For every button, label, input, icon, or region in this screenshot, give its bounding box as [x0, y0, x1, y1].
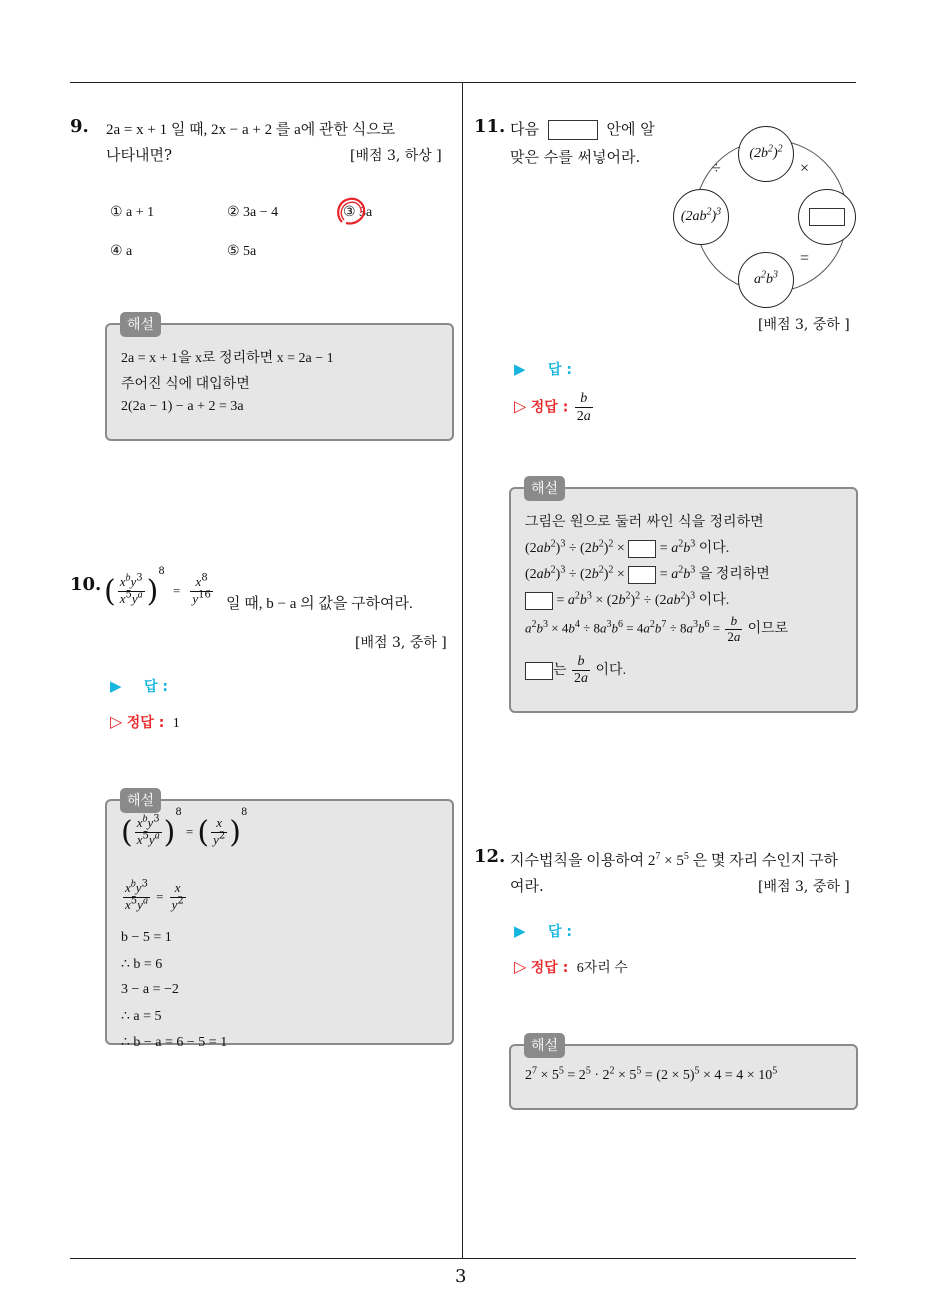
- q11-number: 11.: [474, 116, 506, 137]
- page-number: 3: [455, 1266, 467, 1287]
- q11-correct-value: $\frac{b}{2a}$: [576, 391, 591, 425]
- q11-text-line2: 맞은 수를 써넣어라.: [510, 148, 641, 166]
- answer-arrow-icon: ▶: [514, 360, 526, 378]
- q12-score: [배점 3, 중하 ]: [758, 879, 850, 895]
- q9-text-line2: 나타내면?: [106, 146, 173, 164]
- q10-explain-line3: 3 − a = −2: [121, 982, 179, 997]
- q10-explain-eq2: $\frac{x^by^3}{x^5y^a}$ = $\frac{x}{y^2}$: [125, 878, 184, 912]
- q11-explain-line3-suffix: 을 정리하면: [698, 567, 770, 582]
- column-divider: [462, 82, 463, 1258]
- answer-arrow-icon: ▶: [110, 677, 122, 695]
- q11-explain-line5: $a^2b^3 \times 4b^4 \div 8a^3b^6 = 4a^2b^7 \div 8a^3b^6$ = $\frac{b}{2a}$ 이므로: [525, 613, 789, 644]
- q10-answer-row: [110, 676, 168, 696]
- q10-number: 10.: [70, 574, 102, 595]
- q9-explain-line2: 주어진 식에 대입하면: [121, 377, 250, 392]
- q9-number: 9.: [70, 116, 89, 137]
- q10-explain-line2: ∴ b = 6: [121, 957, 163, 972]
- q11-op-equals: =: [800, 250, 810, 267]
- q12-text-line1: 지수법칙을 이용하여 $2^7 \times 5^5$ 은 몇 자리 수인지 구하: [510, 851, 839, 869]
- answer-arrow-icon: ▶: [514, 922, 526, 940]
- q9-option-5[interactable]: ⑤ 5a: [227, 244, 257, 259]
- q10-explain-line4: ∴ a = 5: [121, 1009, 162, 1024]
- correct-arrow-icon: ▷: [514, 957, 527, 976]
- selected-answer-mark-icon: [334, 196, 368, 228]
- q9-option-2[interactable]: ② 3a − 4: [227, 205, 279, 220]
- q11-explanation-tag: 해설: [524, 476, 565, 501]
- q9-option-3[interactable]: ③ 3a: [343, 205, 373, 220]
- q11-text-part2: 안에 알: [606, 120, 655, 138]
- q11-correct-row: [514, 390, 595, 425]
- q11-circle-right: [798, 189, 856, 245]
- q11-answer-label: 답 :: [548, 362, 572, 378]
- q10-correct-value: 1: [172, 716, 180, 731]
- q11-explain-line2: $(2ab^2)^3 \div (2b^2)^2$ × = $a^2b^3$ 이다.: [525, 538, 730, 556]
- q9-option-1[interactable]: ① a + 1: [110, 205, 155, 220]
- top-rule: [70, 82, 856, 83]
- q10-equation: ( $\frac{x^by^3}{x^5y^a}$ )$^8$ = $\frac{x^8}{y^{16}}$: [104, 565, 211, 609]
- q11-op-divide: ÷: [712, 160, 721, 177]
- q11-explanation-box: [509, 487, 858, 713]
- q12-answer-row: [514, 921, 572, 941]
- bottom-rule: [70, 1258, 856, 1259]
- correct-arrow-icon: ▷: [110, 712, 123, 731]
- q10-explain-eq1: ( $\frac{x^by^3}{x^5y^a}$ )$^8$ = ( $\frac{x}{y^2}$ )$^8$: [121, 806, 248, 850]
- q11-circle-top: $(2b^2)^2$: [738, 126, 794, 182]
- q11-answer-row: [514, 359, 572, 379]
- q12-correct-label: 정답 :: [530, 960, 569, 976]
- q9-option-4[interactable]: ④ a: [110, 244, 133, 259]
- q12-text-part2: 은 몇 자리 수인지 구하: [692, 853, 839, 869]
- q10-explain-line1: b − 5 = 1: [121, 930, 172, 945]
- correct-arrow-icon: ▷: [514, 396, 527, 416]
- q12-text-line2: 여라.: [510, 877, 544, 895]
- q10-explanation-tag: 해설: [120, 788, 161, 813]
- q11-op-times: ×: [800, 160, 810, 177]
- q11-circle-left: $(2ab^2)^3$: [673, 189, 729, 245]
- q9-text-line1: 2a = x + 1 일 때, 2x − a + 2 를 a에 관한 식으로: [106, 122, 396, 138]
- q11-text-line1: [510, 118, 655, 140]
- q9-explain-line3: 2(2a − 1) − a + 2 = 3a: [121, 399, 244, 414]
- q12-answer-label: 답 :: [548, 924, 572, 940]
- q10-correct-row: [110, 712, 180, 732]
- q11-score: [배점 3, 중하 ]: [758, 317, 850, 333]
- q11-correct-label: 정답 :: [530, 399, 569, 416]
- q12-explain-line1: $2^7 \times 5^5 = 2^5 \cdot 2^2 \times 5^5 = (2 \times 5)^5 \times 4 = 4 \times 10^5$: [525, 1065, 778, 1083]
- q11-explain-line2-suffix: 이다.: [698, 541, 730, 556]
- q9-score: [배점 3, 하상 ]: [350, 148, 442, 164]
- q10-explain-line5: ∴ b − a = 6 − 5 = 1: [121, 1035, 228, 1050]
- q11-explain-line6-mid: 는: [553, 662, 567, 678]
- q12-explanation-tag: 해설: [524, 1033, 565, 1058]
- q9-explanation-box: [105, 323, 454, 441]
- q10-text: 일 때, b − a 의 값을 구하여라.: [226, 596, 413, 612]
- q11-circle-blank: [809, 208, 845, 226]
- q10-score: [배점 3, 중하 ]: [355, 635, 447, 651]
- q12-number: 12.: [474, 846, 506, 867]
- q9-explanation-tag: 해설: [120, 312, 161, 337]
- q11-explain-line3: $(2ab^2)^3 \div (2b^2)^2$ × = $a^2b^3$ 을 정리하면: [525, 564, 770, 582]
- q11-explain-line6-suffix: 이다.: [595, 662, 627, 678]
- q9-explain-line1: 2a = x + 1을 x로 정리하면 x = 2a − 1: [121, 351, 334, 366]
- q11-explain-line1: 그림은 원으로 둘러 싸인 식을 정리하면: [525, 514, 764, 530]
- q10-explanation-box: [105, 799, 454, 1050]
- q11-blank-box: [548, 120, 598, 140]
- q11-explain-line4: = $a^2b^3 \times (2b^2)^2 \div (2ab^2)^3$ 이다.: [525, 589, 729, 610]
- q10-answer-label: 답 :: [144, 679, 168, 695]
- q12-correct-row: [514, 957, 628, 977]
- q11-text-part1: 다음: [510, 120, 539, 138]
- q11-explain-line5-suffix: 이므로: [747, 621, 789, 637]
- q12-text-part1: 지수법칙을 이용하여: [510, 853, 645, 869]
- q11-explain-line6: 는 $\frac{b}{2a}$ 이다.: [525, 654, 626, 687]
- q11-explain-line4-suffix: 이다.: [698, 593, 730, 608]
- q10-correct-label: 정답 :: [126, 715, 165, 731]
- q11-circle-bottom: $a^2b^3$: [738, 252, 794, 308]
- q12-correct-value: 6자리 수: [576, 961, 628, 976]
